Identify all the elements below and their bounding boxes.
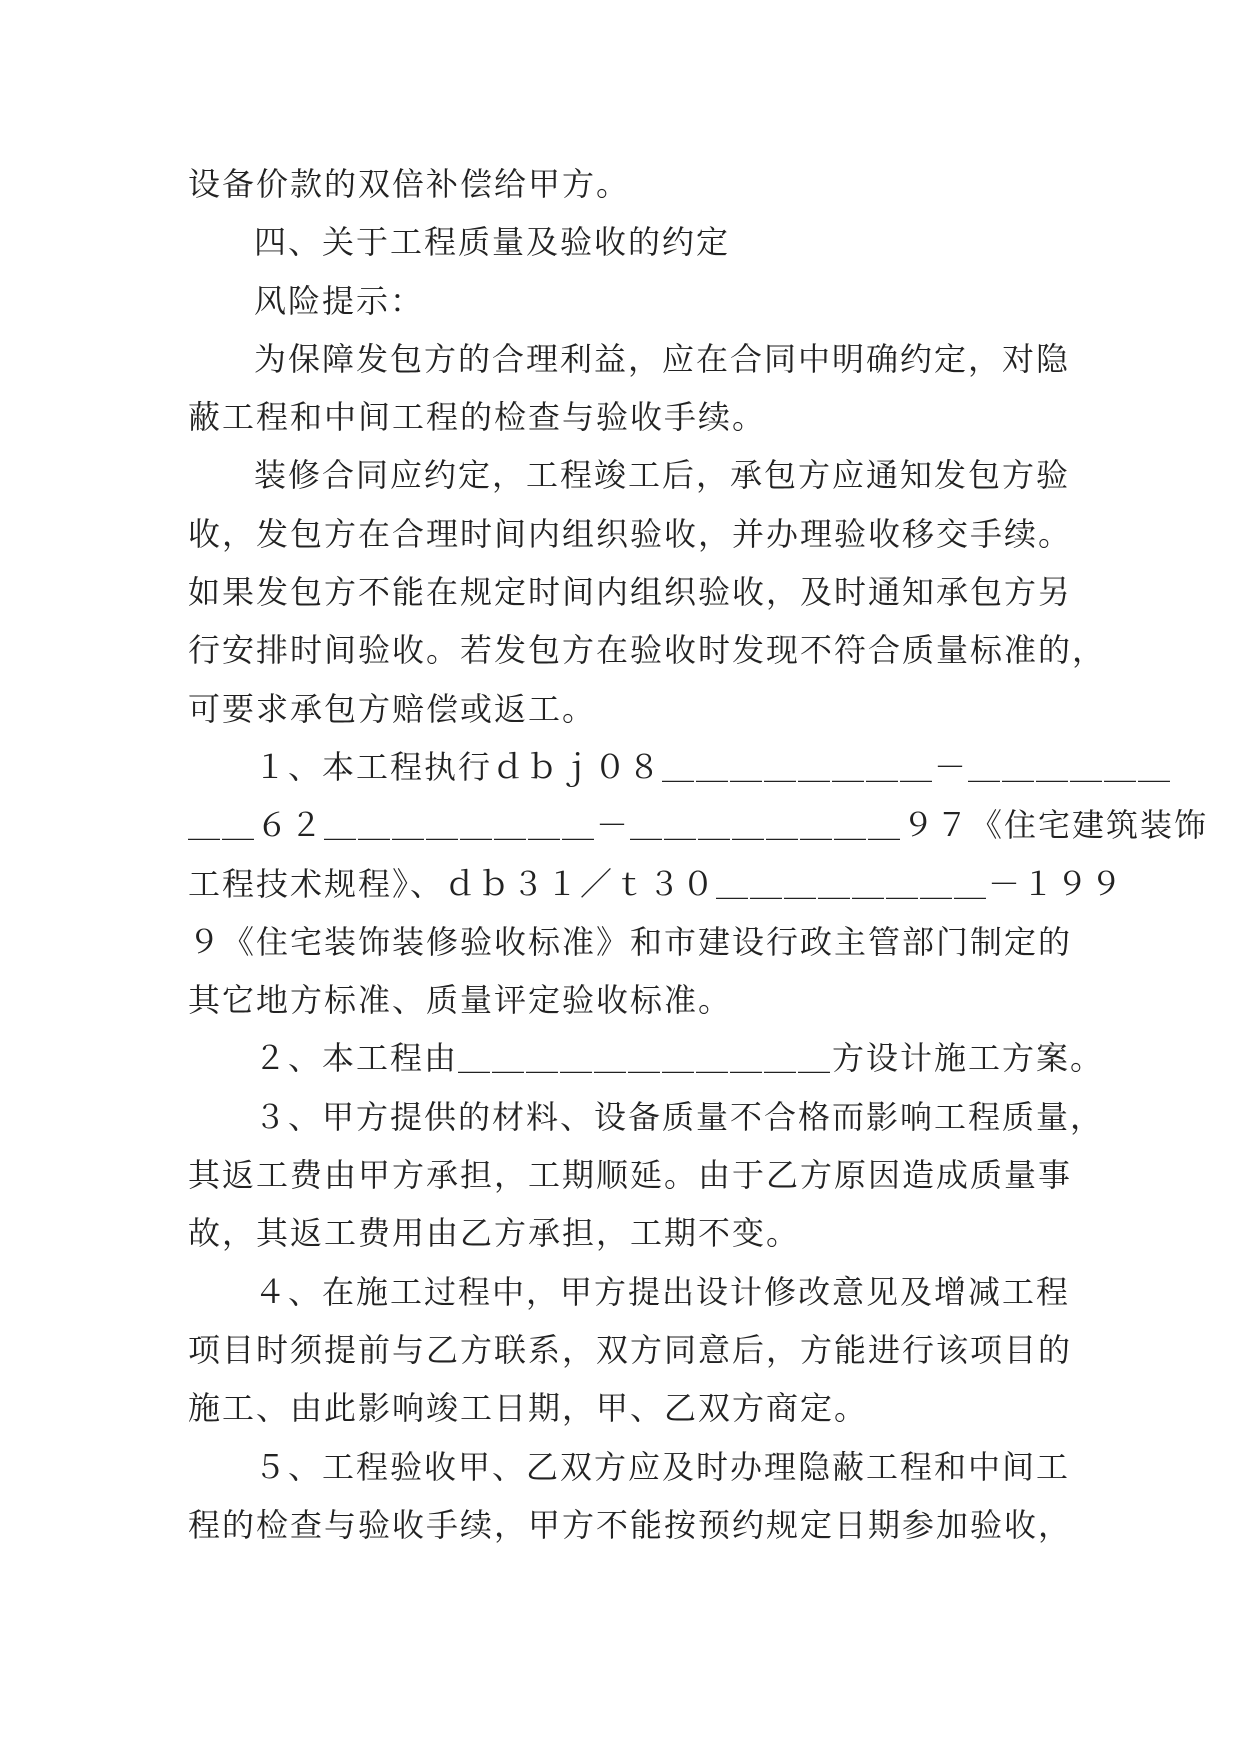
clause-4-line: 项目时须提前与乙方联系，双方同意后，方能进行该项目的 (188, 1330, 1073, 1369)
clause-1-line: 其它地方标准、质量评定验收标准。 (188, 981, 733, 1020)
clause-4-line: 施工、由此影响竣工日期，甲、乙双方商定。 (188, 1389, 869, 1428)
text-line: 行安排时间验收。若发包方在验收时发现不符合质量标准的， (188, 631, 1107, 670)
clause-1-line: １、本工程执行ｄｂｊ０８＿＿＿＿＿＿＿＿－＿＿＿＿＿＿ (254, 747, 1173, 786)
risk-notice-label: 风险提示： (254, 281, 425, 320)
clause-1-line: ９《住宅装饰装修验收标准》和市建设行政主管部门制定的 (188, 922, 1073, 961)
clause-1-line: 工程技术规程》、ｄｂ３１／ｔ３０＿＿＿＿＿＿＿＿－１９９ (188, 864, 1125, 903)
section-heading: 四、关于工程质量及验收的约定 (254, 223, 731, 262)
text-line: 为保障发包方的合理利益，应在合同中明确约定，对隐 (254, 339, 1071, 378)
text-line: 可要求承包方赔偿或返工。 (188, 689, 597, 728)
document-body (188, 155, 1209, 1554)
text-line: 收，发包方在合理时间内组织验收，并办理验收移交手续。 (188, 514, 1073, 553)
clause-4-line: ４、在施工过程中，甲方提出设计修改意见及增减工程 (254, 1272, 1071, 1311)
text-line: 蔽工程和中间工程的检查与验收手续。 (188, 398, 767, 437)
clause-3-line: ３、甲方提供的材料、设备质量不合格而影响工程质量， (254, 1097, 1105, 1136)
text-line: 如果发包方不能在规定时间内组织验收，及时通知承包方另 (188, 573, 1073, 612)
text-line: 设备价款的双倍补偿给甲方。 (188, 165, 631, 203)
clause-2-line: ２、本工程由＿＿＿＿＿＿＿＿＿＿＿方设计施工方案。 (254, 1039, 1105, 1078)
clause-3-line: 其返工费由甲方承担，工期顺延。由于乙方原因造成质量事 (188, 1156, 1073, 1195)
clause-5-line: 程的检查与验收手续，甲方不能按预约规定日期参加验收， (188, 1505, 1073, 1544)
clause-1-line: ＿＿６２＿＿＿＿＿＿＿＿－＿＿＿＿＿＿＿＿９７《住宅建筑装饰 (188, 806, 1209, 845)
text-line: 装修合同应约定，工程竣工后，承包方应通知发包方验 (254, 456, 1071, 495)
clause-3-line: 故，其返工费用由乙方承担，工期不变。 (188, 1214, 801, 1253)
clause-5-line: ５、工程验收甲、乙双方应及时办理隐蔽工程和中间工 (254, 1447, 1071, 1486)
